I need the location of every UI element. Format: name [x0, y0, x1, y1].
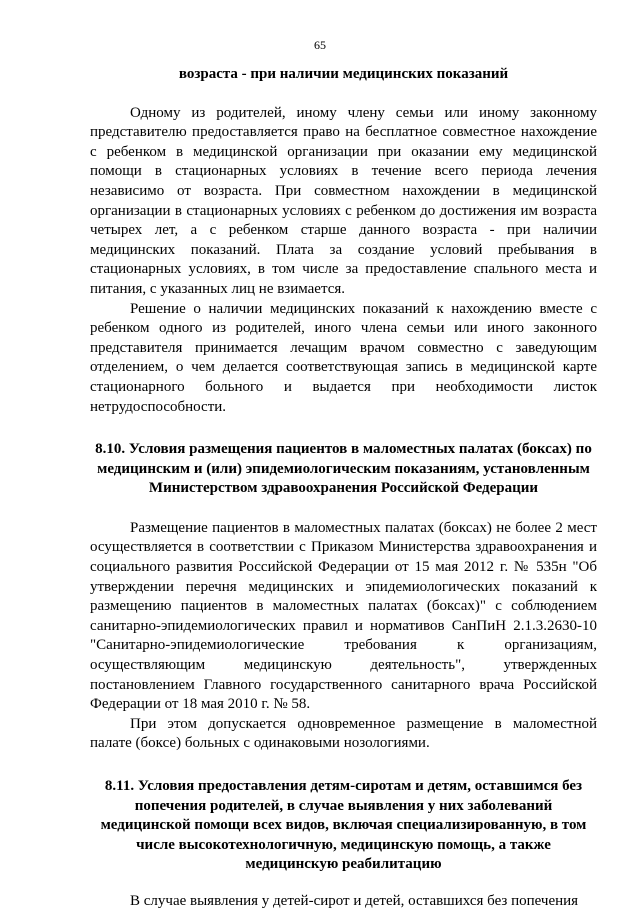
section-heading-8-11: 8.11. Условия предоставления детям-сиротам и детям, оставшимся без попечения родителей, в случае выявления у них заболеваний медицинской помощи всех видов, включая специализированную, в том числе высокотехнологичную, медицинскую помощь, а также медицинскую реабилитацию: [100, 778, 587, 873]
paragraph-medical-indications: Решение о наличии медицинских показаний к нахождению вместе с ребенком одного из родителей, иного члена семьи или иного законного представителя принимается лечащим врачом совместно с заведующим отделением, о чем делается соответствующая запись в медицинской карте стационарного больного и выдается при необходимости листок нетрудоспособности.: [90, 300, 597, 415]
document-body: [90, 65, 597, 912]
page-number: 65: [314, 38, 326, 52]
paragraph-joint-stay: Одному из родителей, иному члену семьи или иному законному представителю предоставляется право на бесплатное совместное нахождение с ребенком в медицинской организации при оказании ему медицинской помощи в стационарных условиях в течение всего периода лечения независимо от возраста. При совместном нахождении в медицинской организации в стационарных условиях с ребенком до достижения им возраста четырех лет, а с ребенком старше данного возраста - при наличии медицинских показаний. Плата за создание условий пребывания в стационарных условиях, в том числе за предоставление спального места и питания, с указанных лиц не взимается.: [90, 104, 597, 297]
paragraph-small-wards: Размещение пациентов в маломестных палатах (боксах) не более 2 мест осуществляется в соответствии с Приказом Министерства здравоохранения и социального развития Российской Федерации от 15 мая 2012 г. № 535н "Об утверждении перечня медицинских и эпидемиологических показаний к размещению пациентов в маломестных палатах (боксах)" с соблюдением санитарно-эпидемиологических правил и нормативов СанПиН 2.1.3.2630-10 "Санитарно-эпидемиологические требования к организациям, осуществляющим медицинскую деятельность", утвержденных постановлением Главного государственного санитарного врача Российской Федерации от 18 мая 2010 г. № 58.: [90, 519, 597, 713]
paragraph-orphans: В случае выявления у детей-сирот и детей, оставшихся без попечения: [130, 892, 579, 909]
paragraph-same-nosology: При этом допускается одновременное размещение в маломестной палате (боксе) больных с одинаковыми нозологиями.: [90, 715, 597, 752]
continued-heading: возраста - при наличии медицинских показаний: [178, 66, 509, 82]
section-heading-8-10: 8.10. Условия размещения пациентов в маломестных палатах (боксах) по медицинским и (или) эпидемиологическим показаниям, установленным Министерством здравоохранения Российской Федерации: [95, 441, 592, 497]
